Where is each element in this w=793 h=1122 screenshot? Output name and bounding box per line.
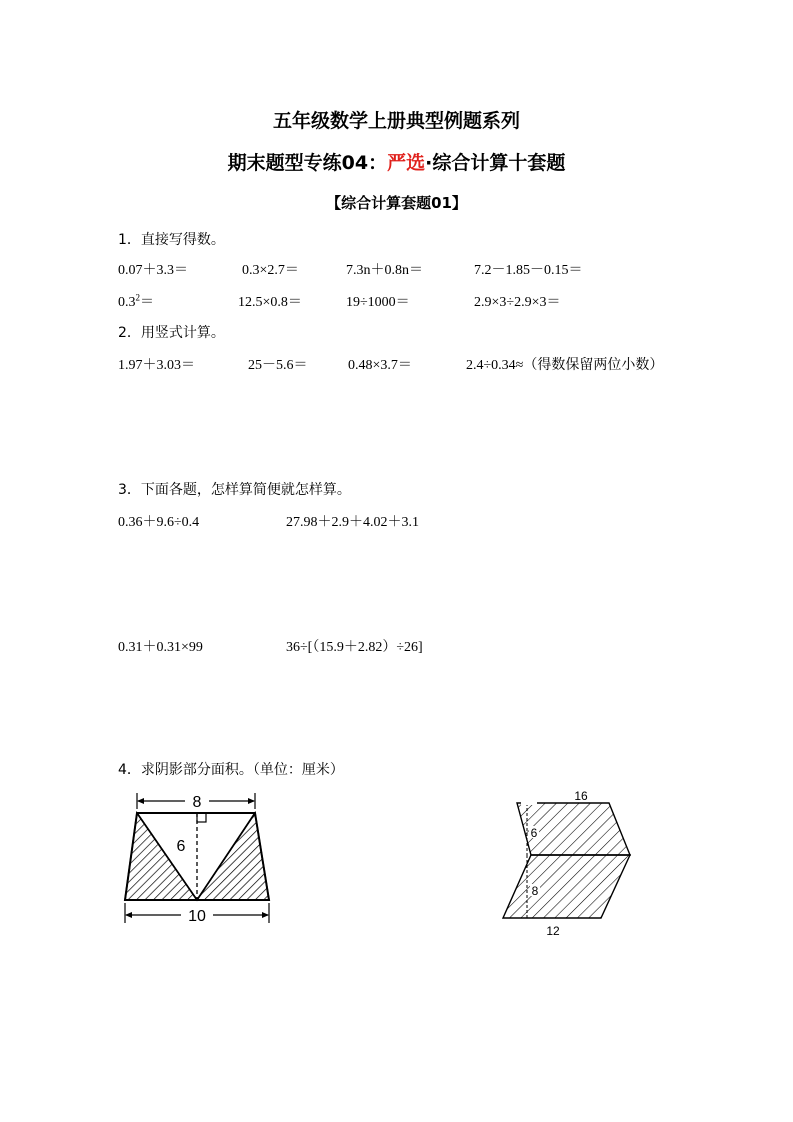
- q2-heading: 2．用竖式计算。: [118, 325, 225, 341]
- q3-item-4: 36÷[（15.9＋2.82）÷26]: [286, 640, 423, 655]
- fig1-height-label: 6: [176, 838, 186, 855]
- figure-trapezoid: [115, 785, 280, 930]
- subtitle-highlight: 严选: [387, 152, 426, 174]
- q1-heading: 1．直接写得数。: [118, 232, 225, 248]
- q1-item-8: 2.9×3÷2.9×3＝: [474, 295, 561, 310]
- q1-item-1: 0.07＋3.3＝: [118, 263, 188, 278]
- q4-heading: 4．求阴影部分面积。（单位：厘米）: [118, 762, 344, 778]
- figure-parallelograms: [495, 785, 645, 940]
- q1-item-5-base: 0.3: [118, 295, 136, 310]
- right-angle-mark: [197, 813, 206, 822]
- q1-item-5-exp: 2: [135, 292, 140, 303]
- q2-item-3: 0.48×3.7＝: [348, 358, 412, 373]
- q1-item-5: [118, 291, 154, 311]
- parallelogram-lower: [503, 855, 630, 918]
- q1-item-5-tail: ＝: [140, 295, 154, 310]
- q2-item-1: 1.97＋3.03＝: [118, 358, 195, 373]
- fig1-top-label: 8: [192, 794, 202, 811]
- q1-item-4: 7.2－1.85－0.15＝: [474, 263, 583, 278]
- q1-item-7: 19÷1000＝: [346, 295, 410, 310]
- q1-item-6: 12.5×0.8＝: [238, 295, 302, 310]
- set-label: 【综合计算套题01】: [326, 194, 467, 212]
- q3-item-1: 0.36＋9.6÷0.4: [118, 515, 200, 530]
- q1-item-3: 7.3n＋0.8n＝: [346, 263, 423, 278]
- fig2-upper-label: 6: [530, 826, 538, 840]
- q3-heading: 3．下面各题，怎样算简便就怎样算。: [118, 482, 351, 498]
- subtitle-prefix: 期末题型专练04：: [227, 152, 388, 174]
- page-subtitle: [0, 148, 793, 175]
- fig2-bottom-label: 12: [546, 924, 560, 938]
- q2-item-4: 2.4÷0.34≈（得数保留两位小数）: [466, 358, 664, 373]
- subtitle-suffix: ·综合计算十套题: [425, 152, 566, 174]
- q2-item-2: 25－5.6＝: [248, 358, 308, 373]
- shade-right: [197, 813, 269, 900]
- q3-item-3: 0.31＋0.31×99: [118, 640, 203, 655]
- q1-item-2: 0.3×2.7＝: [242, 263, 299, 278]
- page-title: 五年级数学上册典型例题系列: [272, 110, 520, 132]
- fig1-bottom-label: 10: [188, 908, 206, 925]
- fig2-top-label: 16: [574, 789, 588, 803]
- q3-item-2: 27.98＋2.9＋4.02＋3.1: [286, 515, 419, 530]
- fig2-lower-label: 8: [531, 884, 539, 898]
